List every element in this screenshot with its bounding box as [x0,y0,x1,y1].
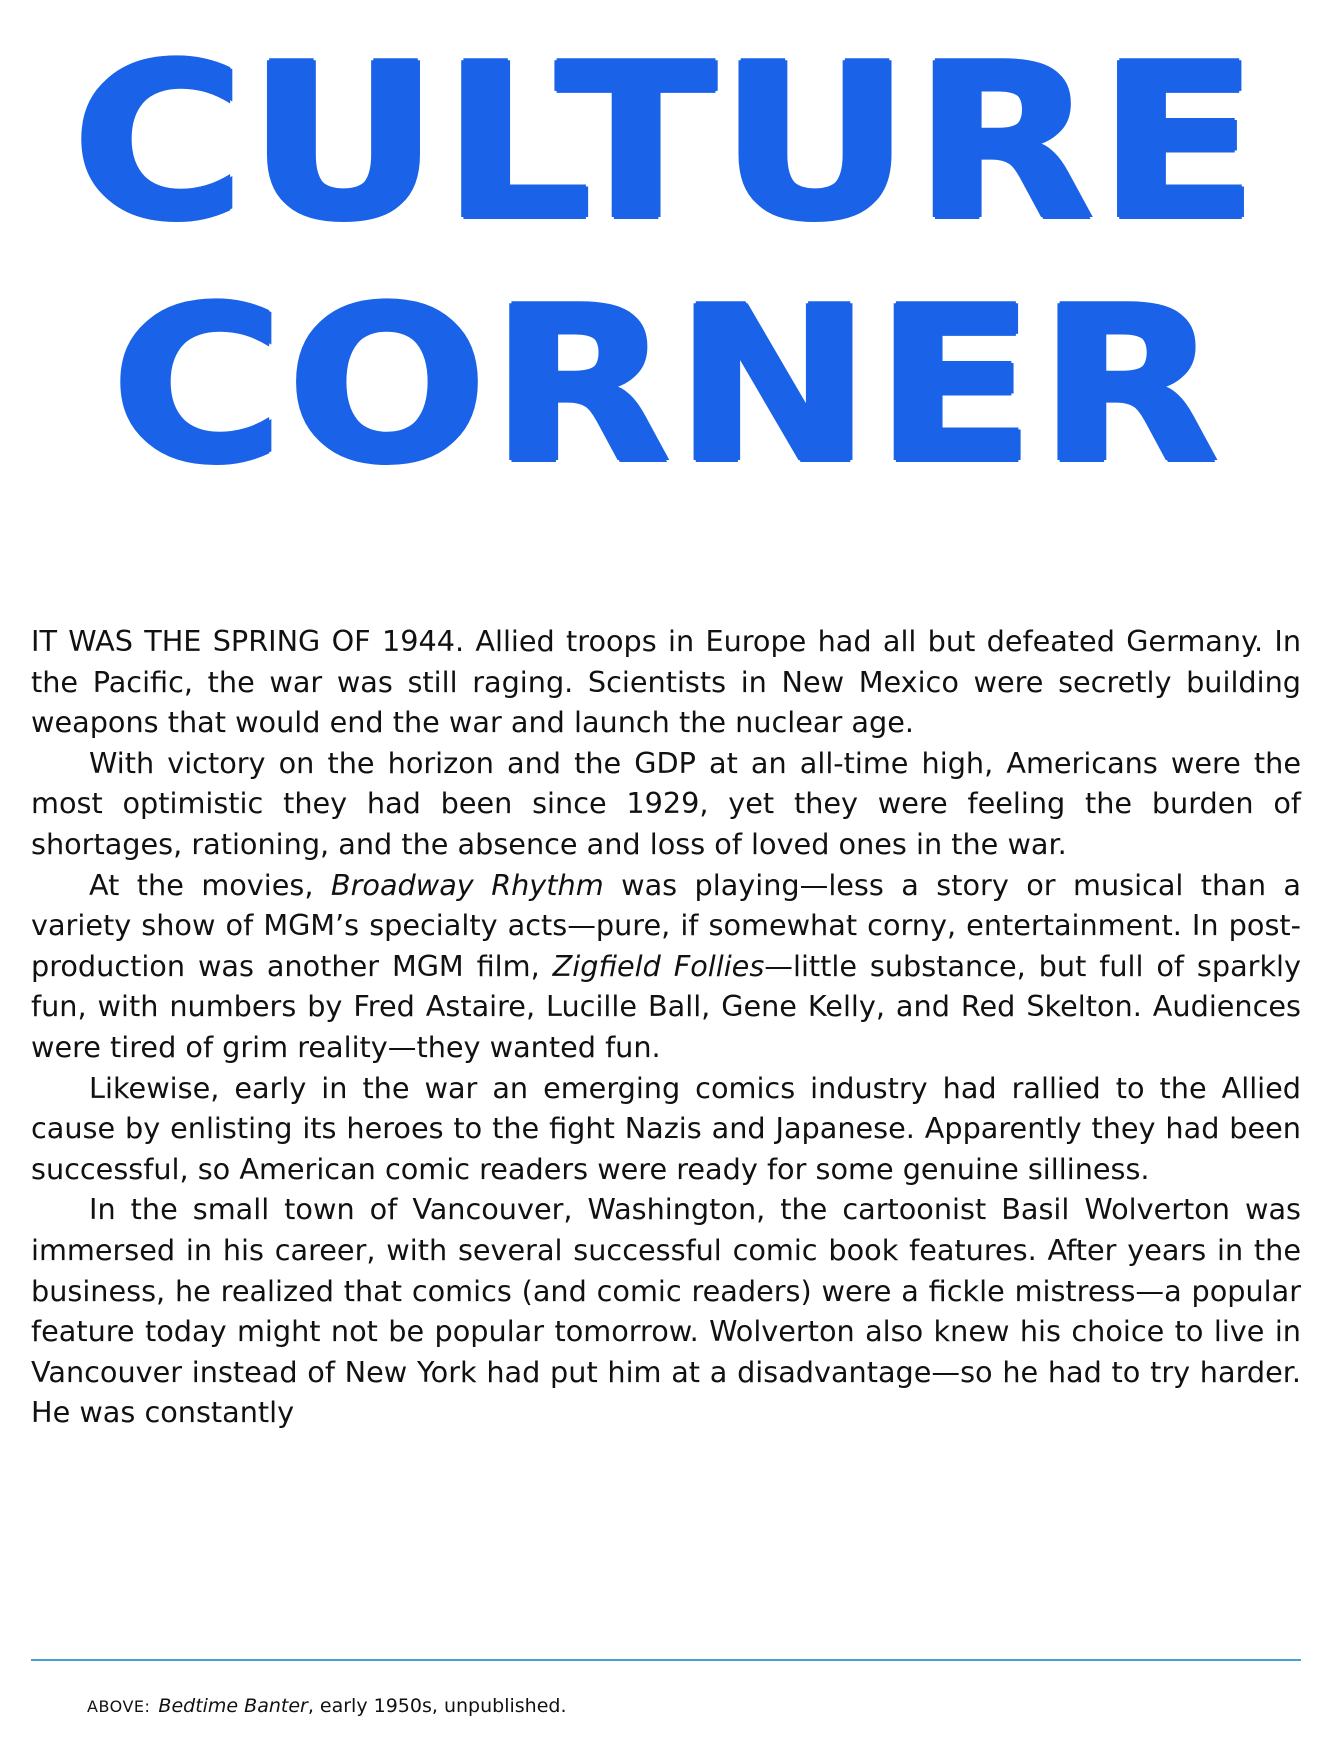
paragraph-3-text-c: —little substance, but full of sparkly fun, with numbers by Fred Astaire, Lucille Ball, Gene Kelly, and Red Skelton. Audiences were tired of grim reality—they wanted fun. [31,948,1302,1064]
film-title-zigfield-follies: Zigfield Follies [552,948,765,983]
paragraph-4: Likewise, early in the war an emerging comics industry had rallied to the Allied cause by enlisting its heroes to the fight Nazis and Japanese. Apparently they had been successful, so American comic readers were ready for some genuine silliness. [31,1070,1301,1186]
paragraph-3 [31,865,1301,1068]
caption-divider [31,1659,1301,1661]
paragraph-3-text-b: was playing—less a story or musical than a variety show of MGM’s specialty acts—pure, if somewhat corny, entertainment. In post-production was another MGM film, [31,867,1302,983]
film-title-broadway-rhythm: Broadway Rhythm [330,867,604,902]
caption-title: Bedtime Banter [158,1695,308,1717]
title-line-corner: CORNER [110,260,1223,511]
paragraph-2: With victory on the horizon and the GDP at an all-time high, Americans were the most optimistic they had been since 1929, yet they were feeling the burden of shortages, rationing, and the absence and loss of loved ones in the war. [31,745,1301,861]
page-title [0,0,1333,560]
article-body [31,621,1301,1433]
image-caption [87,1695,566,1717]
paragraph-3-text-a: At the movies, [89,867,331,902]
caption-rest: , early 1950s, unpublished. [307,1695,567,1717]
paragraph-1: IT WAS THE SPRING OF 1944. Allied troops in Europe had all but defeated Germany. In the Pacific, the war was still raging. Scientists in New Mexico were secretly building weapons that would end the war and launch the nuclear age. [31,624,1301,740]
paragraph-5: In the small town of Vancouver, Washington, the cartoonist Basil Wolverton was immersed in his career, with several successful comic book features. After years in the business, he realized that comics (and comic readers) were a fickle mistress—a popular feature today might not be popular tomorrow. Wolverton also knew his choice to live in Vancouver instead of New York had put him at a disadvantage—so he had to try harder. He was constantly [31,1192,1301,1430]
caption-label: ABOVE: [87,1697,151,1716]
title-line-culture: CULTURE [71,17,1262,268]
